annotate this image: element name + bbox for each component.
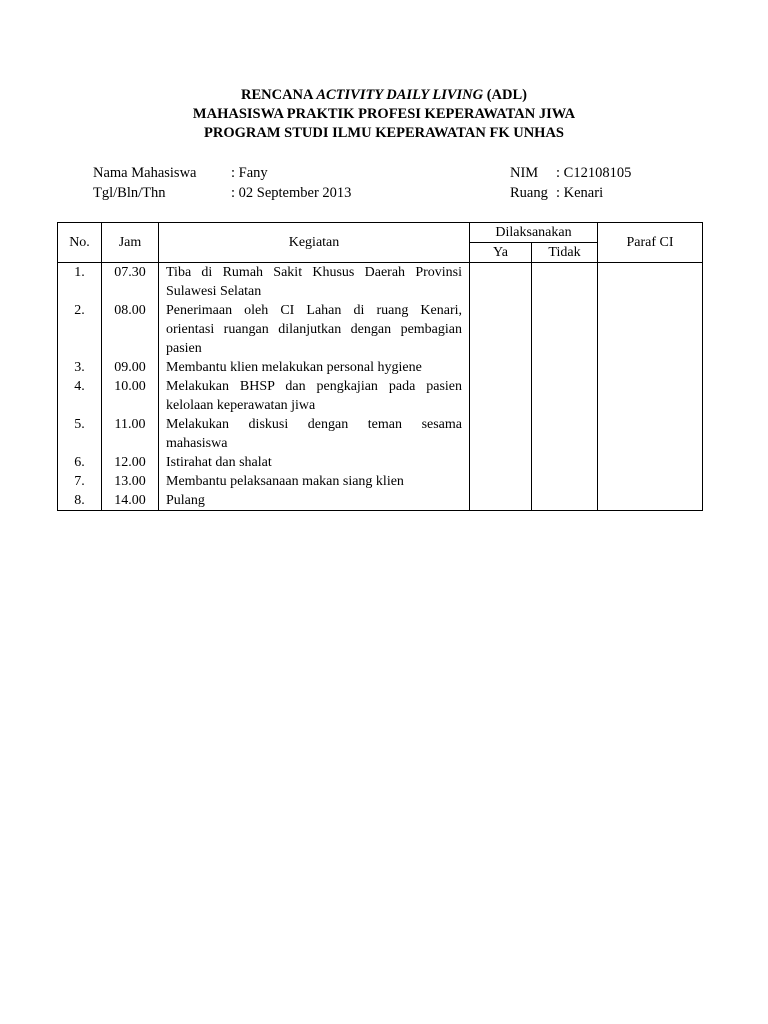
row-kegiatan: Melakukan diskusi dengan teman sesama mahasiswa (159, 415, 470, 453)
title-line-1 (0, 86, 768, 105)
row-no: 6. (58, 453, 102, 472)
row-jam: 08.00 (102, 301, 159, 358)
adl-table (57, 222, 703, 511)
row-no: 7. (58, 472, 102, 491)
table-row (58, 472, 703, 491)
row-tidak-cell (532, 415, 598, 453)
row-paraf-cell (598, 491, 703, 511)
row-paraf-cell (598, 415, 703, 453)
row-no: 1. (58, 263, 102, 302)
row-no: 2. (58, 301, 102, 358)
row-tidak-cell (532, 453, 598, 472)
row-kegiatan: Pulang (159, 491, 470, 511)
title-line-1-italic: ACTIVITY DAILY LIVING (316, 87, 484, 103)
table-row (58, 301, 703, 358)
header-paraf-ci: Paraf CI (598, 223, 703, 263)
table-row (58, 358, 703, 377)
nim-label: NIM (510, 165, 539, 181)
row-tidak-cell (532, 358, 598, 377)
row-kegiatan: Membantu klien melakukan personal hygiene (159, 358, 470, 377)
row-jam: 11.00 (102, 415, 159, 453)
row-tidak-cell (532, 377, 598, 415)
row-paraf-cell (598, 377, 703, 415)
header-ya: Ya (470, 243, 532, 263)
row-tidak-cell (532, 301, 598, 358)
header-tidak: Tidak (532, 243, 598, 263)
title-line-1-prefix: RENCANA (241, 87, 317, 103)
row-ya-cell (470, 358, 532, 377)
row-ya-cell (470, 472, 532, 491)
title-line-2: MAHASISWA PRAKTIK PROFESI KEPERAWATAN JIWA (192, 106, 576, 122)
table-row (58, 453, 703, 472)
ruang-label: Ruang (510, 185, 548, 201)
row-jam: 07.30 (102, 263, 159, 302)
row-paraf-cell (598, 301, 703, 358)
row-ya-cell (470, 491, 532, 511)
row-no: 3. (58, 358, 102, 377)
row-no: 8. (58, 491, 102, 511)
row-tidak-cell (532, 491, 598, 511)
row-paraf-cell (598, 472, 703, 491)
row-jam: 09.00 (102, 358, 159, 377)
name-label: Nama Mahasiswa (93, 165, 197, 181)
row-kegiatan: Istirahat dan shalat (159, 453, 470, 472)
table-row (58, 377, 703, 415)
title-line-3: PROGRAM STUDI ILMU KEPERAWATAN FK UNHAS (204, 125, 564, 141)
row-tidak-cell (532, 472, 598, 491)
row-ya-cell (470, 453, 532, 472)
table-row (58, 491, 703, 511)
ruang-value: : Kenari (556, 185, 604, 201)
header-no: No. (58, 223, 102, 263)
row-no: 5. (58, 415, 102, 453)
document-title (0, 86, 768, 143)
row-ya-cell (470, 415, 532, 453)
row-tidak-cell (532, 263, 598, 302)
row-jam: 13.00 (102, 472, 159, 491)
row-jam: 12.00 (102, 453, 159, 472)
header-kegiatan: Kegiatan (159, 223, 470, 263)
date-value: : 02 September 2013 (231, 185, 352, 201)
row-kegiatan: Tiba di Rumah Sakit Khusus Daerah Provinsi Sulawesi Selatan (159, 263, 470, 302)
header-jam: Jam (102, 223, 159, 263)
table-row (58, 415, 703, 453)
row-ya-cell (470, 263, 532, 302)
row-no: 4. (58, 377, 102, 415)
row-ya-cell (470, 301, 532, 358)
date-label: Tgl/Bln/Thn (93, 185, 166, 201)
table-header (58, 223, 703, 263)
table-body (58, 263, 703, 511)
row-paraf-cell (598, 263, 703, 302)
row-jam: 10.00 (102, 377, 159, 415)
row-jam: 14.00 (102, 491, 159, 511)
row-kegiatan: Penerimaan oleh CI Lahan di ruang Kenari, orientasi ruangan dilanjutkan dengan pembagian pasien (159, 301, 470, 358)
header-dilaksanakan: Dilaksanakan (470, 223, 598, 243)
row-paraf-cell (598, 358, 703, 377)
row-paraf-cell (598, 453, 703, 472)
row-ya-cell (470, 377, 532, 415)
row-kegiatan: Melakukan BHSP dan pengkajian pada pasien kelolaan keperawatan jiwa (159, 377, 470, 415)
title-line-1-suffix: (ADL) (483, 87, 527, 103)
row-kegiatan: Membantu pelaksanaan makan siang klien (159, 472, 470, 491)
name-value: : Fany (231, 165, 268, 181)
nim-value: : C12108105 (556, 165, 632, 181)
table-row (58, 263, 703, 302)
